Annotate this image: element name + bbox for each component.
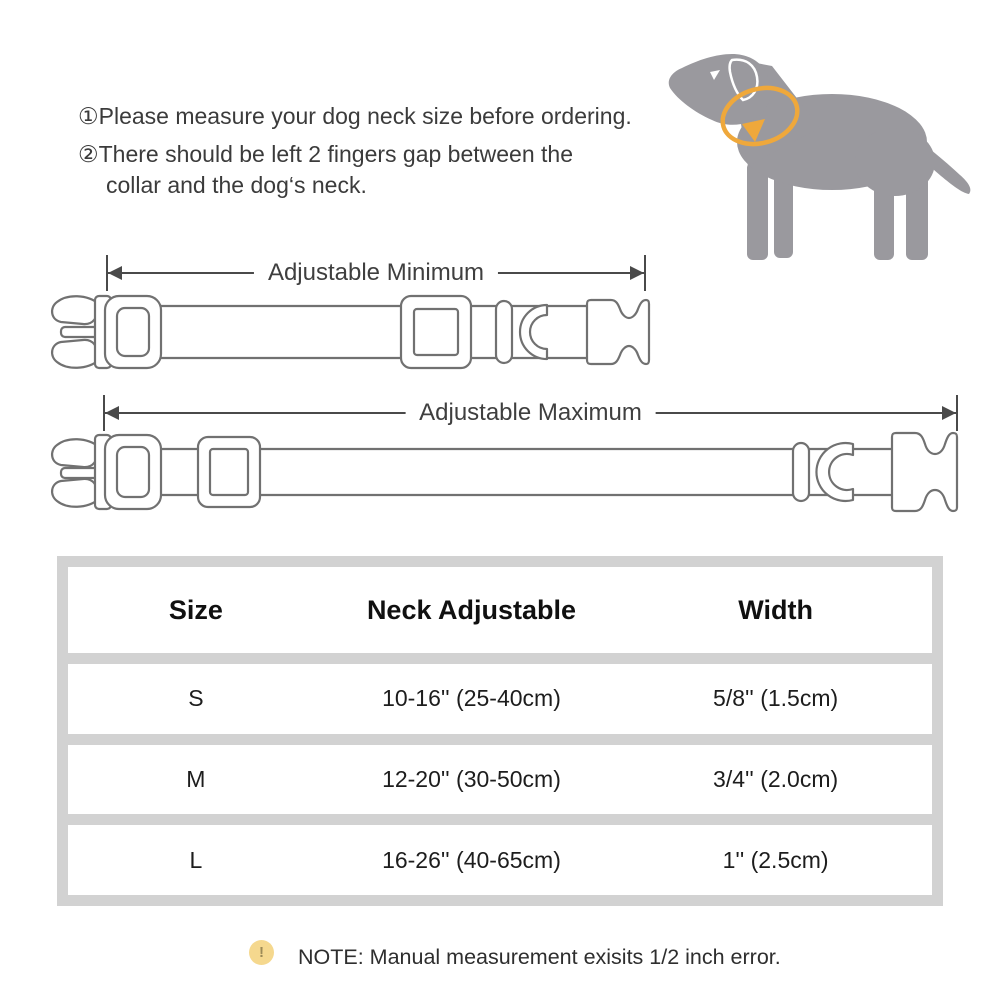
size-cell: L [189,846,203,873]
exclamation-icon: ! [249,940,274,965]
table-row [68,664,932,734]
strap-slider [198,437,260,507]
instruction-line-3: collar and the dog‘s neck. [106,172,367,198]
table-row [68,745,932,815]
buckle-prong-top [52,439,99,467]
size-cell: S [188,685,204,712]
buckle-prong-bottom [52,479,99,507]
width-cell: 5/8'' (1.5cm) [713,685,839,712]
collar-diagram-maximum [35,425,965,517]
arrow-left-icon [108,266,122,280]
arrow-right-icon [942,406,956,420]
size-table-header [68,567,932,653]
instruction-line-2: ②There should be left 2 fingers gap between the [78,141,573,167]
dimension-minimum [106,255,646,291]
size-cell: M [186,766,206,792]
note-text: NOTE: Manual measurement exisits 1/2 inch error. [298,945,781,969]
buckle-female [587,300,649,364]
table-row [68,825,932,895]
minimum-label: Adjustable Minimum [254,259,498,287]
strap-slider [401,296,471,368]
size-table [57,556,943,906]
strap-keeper [793,443,809,501]
collar-diagram-minimum [35,290,657,376]
header-size: Size [168,594,223,625]
strap-keeper [496,301,512,363]
buckle-prong-top [52,296,99,324]
width-cell: 3/4'' (2.0cm) [713,766,839,792]
neck-cell: 12-20'' (30-50cm) [382,766,561,792]
arrow-left-icon [105,406,119,420]
dog-illustration [652,32,987,282]
arrow-right-icon [630,266,644,280]
instruction-line-1: ①Please measure your dog neck size before ordering. [78,103,632,129]
neck-cell: 10-16'' (25-40cm) [382,685,561,712]
width-cell: 1'' (2.5cm) [722,846,829,873]
neck-cell: 16-26'' (40-65cm) [382,846,561,873]
header-width: Width [738,594,813,625]
buckle-prong-bottom [52,340,99,368]
dog-silhouette [669,54,971,260]
maximum-label: Adjustable Maximum [405,399,656,427]
buckle-female [892,433,957,511]
header-neck-adjustable: Neck Adjustable [366,594,577,625]
